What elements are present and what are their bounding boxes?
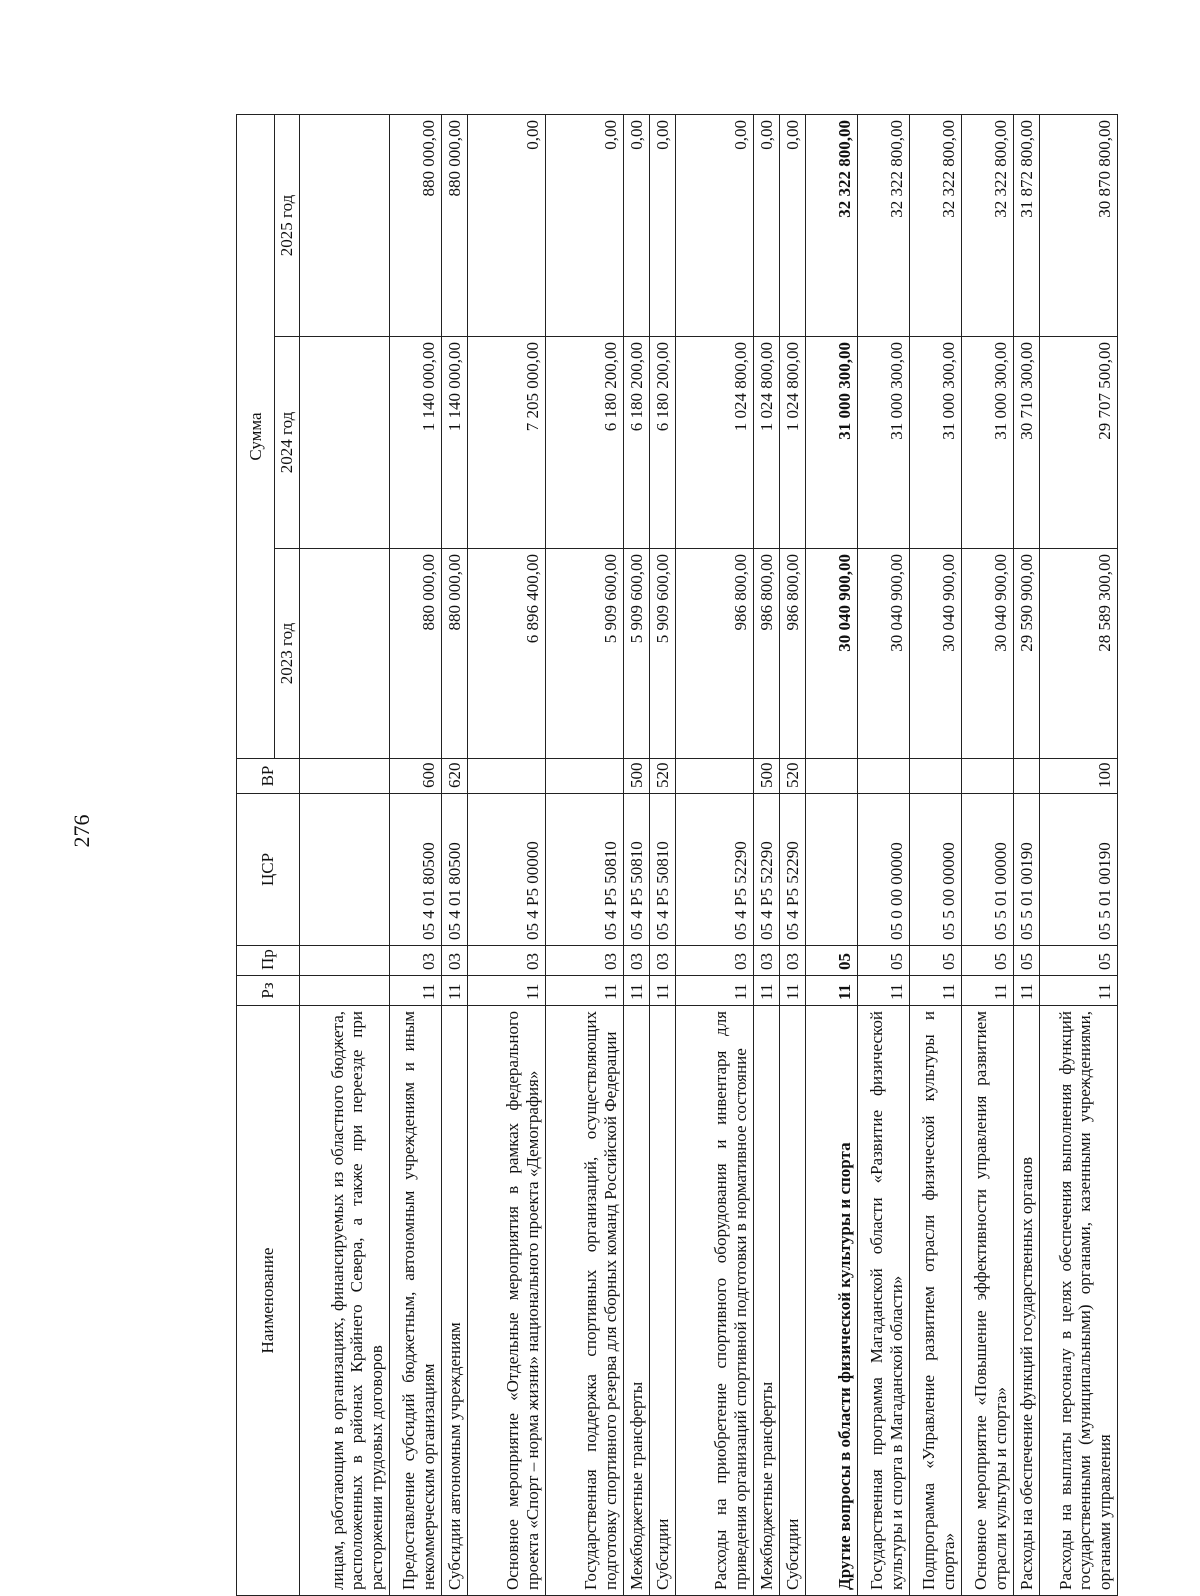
cell-name: лицам, работающим в организациях, финансируемых из областного бюджета, расположенных в районах Крайнего Севера, а также при переезде при расторжении трудовых договоров	[299, 1006, 389, 1596]
cell-csr: 05 4 P5 52290	[779, 794, 805, 946]
cell-rz: 11	[389, 976, 441, 1006]
cell-pr: 05	[961, 946, 1013, 976]
cell-name: Субсидии	[649, 1006, 675, 1596]
cell-csr: 05 0 00 00000	[857, 794, 909, 946]
cell-y2023: 5 909 600,00	[649, 549, 675, 759]
cell-y2025: 32 322 800,00	[805, 114, 857, 336]
table-row	[467, 114, 545, 1595]
cell-y2025: 32 322 800,00	[961, 114, 1013, 336]
cell-pr: 03	[545, 946, 623, 976]
cell-vr	[675, 759, 753, 794]
cell-name: Государственная поддержка спортивных организаций, осуществляющих подготовку спортивного резерва для сборных команд Российской Федерации	[545, 1006, 623, 1596]
cell-name: Межбюджетные трансферты	[623, 1006, 649, 1596]
budget-table-container	[236, 115, 1117, 1596]
cell-csr: 05 4 01 80500	[441, 794, 467, 946]
cell-y2023: 28 589 300,00	[1039, 549, 1117, 759]
cell-y2023: 880 000,00	[389, 549, 441, 759]
table-row	[753, 114, 779, 1595]
cell-rz: 11	[961, 976, 1013, 1006]
cell-name: Субсидии автономным учреждениям	[441, 1006, 467, 1596]
table-row	[961, 114, 1013, 1595]
header-rz: Рз	[237, 976, 300, 1006]
table-row	[779, 114, 805, 1595]
cell-pr: 03	[753, 946, 779, 976]
cell-pr: 03	[649, 946, 675, 976]
cell-y2024	[299, 337, 389, 549]
cell-y2024: 31 000 300,00	[961, 337, 1013, 549]
cell-y2025	[299, 114, 389, 336]
table-header	[237, 114, 300, 1595]
budget-table	[236, 114, 1118, 1596]
cell-y2024: 7 205 000,00	[467, 337, 545, 549]
cell-csr: 05 4 P5 52290	[753, 794, 779, 946]
cell-name: Основное мероприятие «Повышение эффективности управления развитием отрасли культуры и спорта»	[961, 1006, 1013, 1596]
cell-vr: 600	[389, 759, 441, 794]
cell-pr: 05	[857, 946, 909, 976]
cell-y2024: 31 000 300,00	[909, 337, 961, 549]
cell-csr: 05 4 P5 52290	[675, 794, 753, 946]
cell-csr	[299, 794, 389, 946]
cell-pr: 03	[623, 946, 649, 976]
cell-csr: 05 4 P5 00000	[467, 794, 545, 946]
cell-vr	[909, 759, 961, 794]
header-name: Наименование	[237, 1006, 300, 1596]
cell-name: Расходы на выплаты персоналу в целях обеспечения выполнения функций государственными (муниципальными) органами, казенными учреждениями, органами управления	[1039, 1006, 1117, 1596]
cell-y2025: 31 872 800,00	[1013, 114, 1039, 336]
cell-name: Межбюджетные трансферты	[753, 1006, 779, 1596]
cell-name: Подпрограмма «Управление развитием отрасли физической культуры и спорта»	[909, 1006, 961, 1596]
cell-y2025: 32 322 800,00	[857, 114, 909, 336]
header-sum: Сумма	[237, 114, 275, 758]
cell-rz: 11	[441, 976, 467, 1006]
cell-y2023: 30 040 900,00	[961, 549, 1013, 759]
cell-y2025: 0,00	[753, 114, 779, 336]
cell-rz: 11	[623, 976, 649, 1006]
table-row	[675, 114, 753, 1595]
cell-y2024: 1 140 000,00	[389, 337, 441, 549]
cell-csr: 05 4 P5 50810	[545, 794, 623, 946]
cell-y2025: 0,00	[779, 114, 805, 336]
cell-y2024: 6 180 200,00	[649, 337, 675, 549]
table-row	[389, 114, 441, 1595]
header-2023: 2023 год	[275, 549, 300, 759]
cell-vr	[1013, 759, 1039, 794]
cell-y2025: 0,00	[545, 114, 623, 336]
cell-vr: 520	[779, 759, 805, 794]
cell-y2023	[299, 549, 389, 759]
cell-y2024: 1 024 800,00	[753, 337, 779, 549]
cell-vr	[467, 759, 545, 794]
cell-vr: 520	[649, 759, 675, 794]
cell-y2023: 30 040 900,00	[909, 549, 961, 759]
cell-y2025: 0,00	[623, 114, 649, 336]
cell-vr	[299, 759, 389, 794]
cell-y2024: 1 024 800,00	[779, 337, 805, 549]
cell-y2024: 31 000 300,00	[805, 337, 857, 549]
header-2024: 2024 год	[275, 337, 300, 549]
cell-y2023: 30 040 900,00	[857, 549, 909, 759]
cell-y2025: 32 322 800,00	[909, 114, 961, 336]
cell-rz: 11	[857, 976, 909, 1006]
cell-y2023: 986 800,00	[753, 549, 779, 759]
cell-y2024: 29 707 500,00	[1039, 337, 1117, 549]
cell-pr: 05	[909, 946, 961, 976]
cell-y2023: 986 800,00	[675, 549, 753, 759]
cell-y2024: 6 180 200,00	[623, 337, 649, 549]
table-row	[857, 114, 909, 1595]
cell-pr: 05	[805, 946, 857, 976]
table-row	[299, 114, 389, 1595]
cell-rz	[299, 976, 389, 1006]
cell-csr: 05 4 01 80500	[389, 794, 441, 946]
cell-pr	[299, 946, 389, 976]
cell-rz: 11	[805, 976, 857, 1006]
table-row	[1013, 114, 1039, 1595]
cell-y2025: 880 000,00	[389, 114, 441, 336]
cell-y2025: 30 870 800,00	[1039, 114, 1117, 336]
table-row	[1039, 114, 1117, 1595]
table-body	[299, 114, 1117, 1595]
cell-name: Другие вопросы в области физической культуры и спорта	[805, 1006, 857, 1596]
header-vr: ВР	[237, 759, 300, 794]
cell-pr: 03	[389, 946, 441, 976]
cell-y2023: 880 000,00	[441, 549, 467, 759]
cell-pr: 05	[1013, 946, 1039, 976]
cell-rz: 11	[909, 976, 961, 1006]
cell-y2025: 0,00	[649, 114, 675, 336]
cell-rz: 11	[545, 976, 623, 1006]
cell-y2024: 1 024 800,00	[675, 337, 753, 549]
table-row	[441, 114, 467, 1595]
cell-rz: 11	[1013, 976, 1039, 1006]
cell-rz: 11	[779, 976, 805, 1006]
cell-y2024: 6 180 200,00	[545, 337, 623, 549]
cell-csr: 05 4 P5 50810	[649, 794, 675, 946]
cell-pr: 03	[675, 946, 753, 976]
header-2025: 2025 год	[275, 114, 300, 336]
cell-vr	[961, 759, 1013, 794]
cell-rz: 11	[675, 976, 753, 1006]
cell-name: Государственная программа Магаданской области «Развитие физической культуры и спорта в Магаданской области»	[857, 1006, 909, 1596]
table-row	[623, 114, 649, 1595]
cell-y2024: 1 140 000,00	[441, 337, 467, 549]
cell-y2025: 0,00	[467, 114, 545, 336]
table-row	[805, 114, 857, 1595]
cell-y2023: 986 800,00	[779, 549, 805, 759]
cell-pr: 03	[467, 946, 545, 976]
cell-y2025: 880 000,00	[441, 114, 467, 336]
cell-y2024: 31 000 300,00	[857, 337, 909, 549]
cell-vr: 620	[441, 759, 467, 794]
cell-y2023: 6 896 400,00	[467, 549, 545, 759]
cell-rz: 11	[753, 976, 779, 1006]
table-row	[545, 114, 623, 1595]
table-row	[649, 114, 675, 1595]
cell-rz: 11	[649, 976, 675, 1006]
cell-y2023: 29 590 900,00	[1013, 549, 1039, 759]
cell-csr	[805, 794, 857, 946]
cell-pr: 05	[1039, 946, 1117, 976]
cell-y2023: 30 040 900,00	[805, 549, 857, 759]
cell-csr: 05 5 00 00000	[909, 794, 961, 946]
cell-rz: 11	[1039, 976, 1117, 1006]
table-row	[909, 114, 961, 1595]
cell-rz: 11	[467, 976, 545, 1006]
cell-y2024: 30 710 300,00	[1013, 337, 1039, 549]
cell-csr: 05 5 01 00190	[1039, 794, 1117, 946]
cell-name: Предоставление субсидий бюджетным, автономным учреждениям и иным некоммерческим организациям	[389, 1006, 441, 1596]
header-csr: ЦСР	[237, 794, 300, 946]
page-number: 276	[69, 814, 94, 848]
cell-vr: 500	[623, 759, 649, 794]
cell-vr: 500	[753, 759, 779, 794]
cell-vr	[857, 759, 909, 794]
cell-y2023: 5 909 600,00	[545, 549, 623, 759]
cell-vr: 100	[1039, 759, 1117, 794]
cell-csr: 05 5 01 00000	[961, 794, 1013, 946]
header-pr: Пр	[237, 946, 300, 976]
cell-pr: 03	[441, 946, 467, 976]
cell-y2023: 5 909 600,00	[623, 549, 649, 759]
cell-csr: 05 5 01 00190	[1013, 794, 1039, 946]
cell-name: Расходы на приобретение спортивного оборудования и инвентаря для приведения организаций спортивной подготовки в нормативное состояние	[675, 1006, 753, 1596]
cell-pr: 03	[779, 946, 805, 976]
cell-name: Расходы на обеспечение функций государственных органов	[1013, 1006, 1039, 1596]
cell-vr	[805, 759, 857, 794]
cell-vr	[545, 759, 623, 794]
cell-name: Субсидии	[779, 1006, 805, 1596]
cell-csr: 05 4 P5 50810	[623, 794, 649, 946]
cell-y2025: 0,00	[675, 114, 753, 336]
cell-name: Основное мероприятие «Отдельные мероприятия в рамках федерального проекта «Спорт – норма жизни» национального проекта «Демография»	[467, 1006, 545, 1596]
